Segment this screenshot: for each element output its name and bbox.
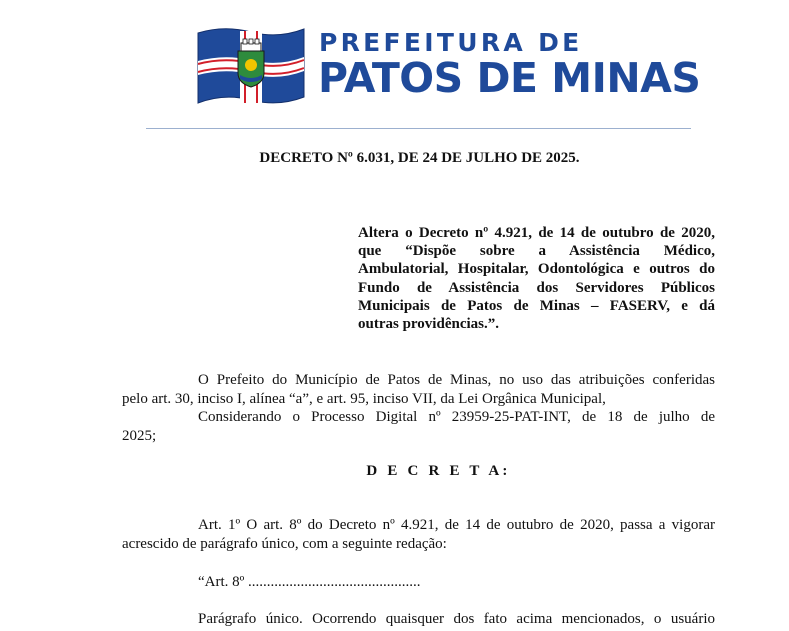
decree-summary [358,224,715,333]
preamble-line: 2025; [122,427,157,444]
summary-line: outras providências.”. [358,316,499,333]
article-1 [122,516,715,553]
article-line: Art. 1º O art. 8º do Decreto nº 4.921, de 14 de outubro de 2020, passa a vigorar [198,517,715,533]
summary-line: Ambulatorial, Hospitalar, Odontológica e outros do [358,261,715,278]
brand-line-2: PATOS DE MINAS [318,54,701,102]
quote-line: “Art. 8º .............................................. [198,574,421,590]
preamble-line: Considerando o Processo Digital nº 23959-25-PAT-INT, de 18 de julho de [198,409,715,425]
header-divider [146,128,691,129]
letterhead [0,0,789,130]
preamble-line: O Prefeito do Município de Patos de Minas, no uso das atribuições conferidas [198,372,715,388]
decreta-heading: D E C R E T A: [366,463,511,479]
article-8-quote [122,573,715,592]
preamble [122,371,715,445]
paragraph-unico [122,610,715,629]
summary-line: que “Dispõe sobre a Assistência Médico, [358,243,715,260]
municipal-flag-logo [196,25,306,107]
decree-title: DECRETO Nº 6.031, DE 24 DE JULHO DE 2025. [259,150,580,166]
brand-line-1: PREFEITURA DE [319,28,583,57]
paragraph-line: Parágrafo único. Ocorrendo quaisquer dos fato acima mencionados, o usuário [198,611,715,627]
preamble-line: pelo art. 30, inciso I, alínea “a”, e art. 95, inciso VII, da Lei Orgânica Municipal, [122,390,606,407]
summary-line: Municipais de Patos de Minas – FASERV, e dá [358,297,715,314]
article-line: acrescido de parágrafo único, com a seguinte redação: [122,535,447,552]
summary-line: Altera o Decreto nº 4.921, de 14 de outubro de 2020, [358,225,715,241]
summary-line: Fundo de Assistência dos Servidores Públicos [358,279,715,296]
